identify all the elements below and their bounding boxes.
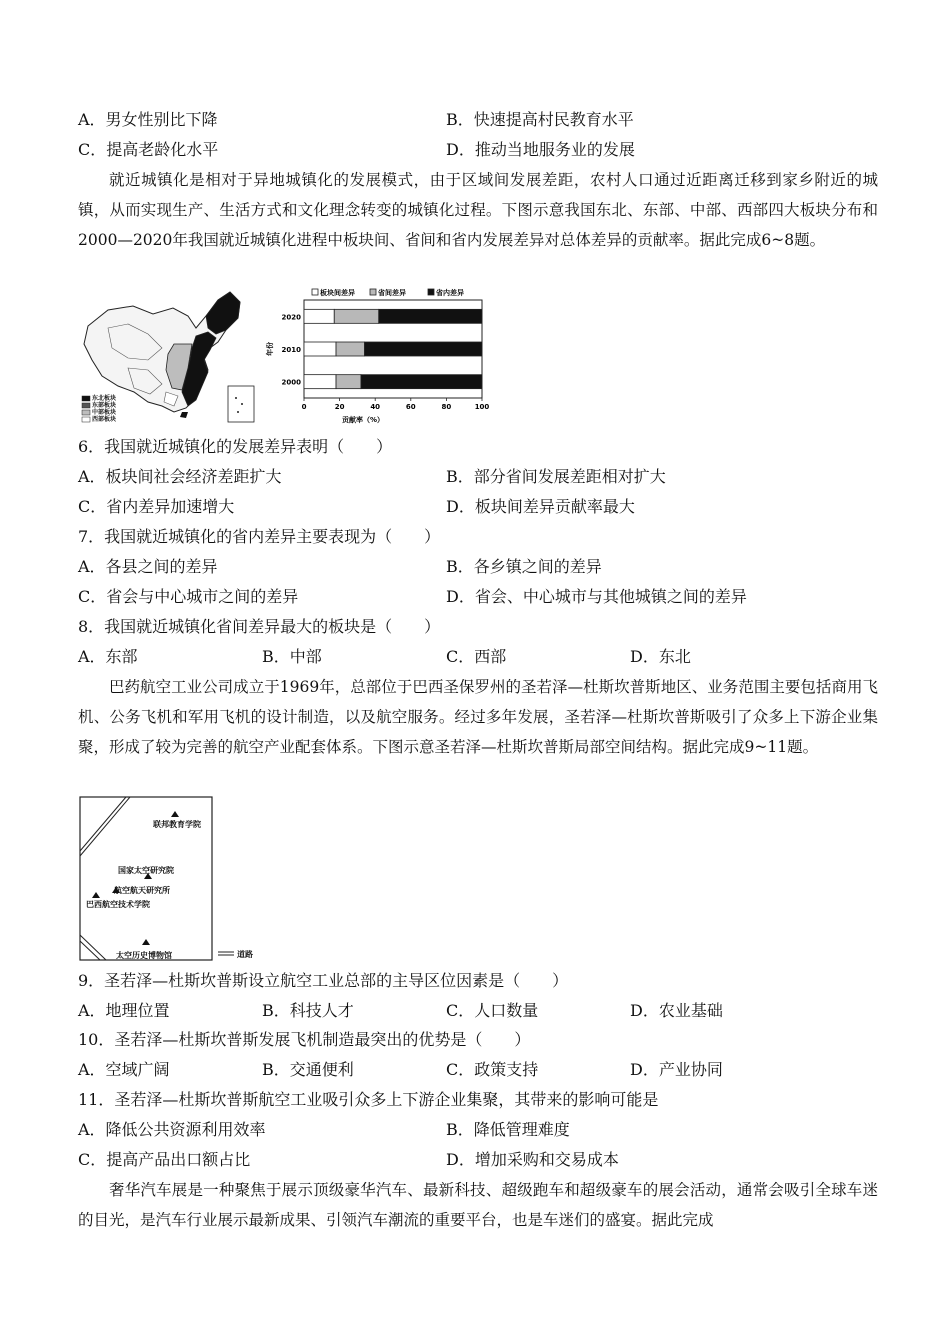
q7-option-b: B．各乡镇之间的差异 <box>446 557 602 576</box>
legend-swatch <box>428 289 434 295</box>
option-b: B．快速提高村民教育水平 <box>446 110 634 129</box>
q11-option-d: D．增加采购和交易成本 <box>446 1150 619 1169</box>
y-tick-label: 2000 <box>281 378 301 387</box>
q6-option-d: D．板块间差异贡献率最大 <box>446 497 635 516</box>
q10-option-d: D．产业协同 <box>630 1060 723 1079</box>
q10-option-c: C．政策支持 <box>446 1060 539 1079</box>
question-11: 11．圣若泽—杜斯坎普斯航空工业吸引众多上下游企业集聚，其带来的影响可能是 <box>78 1090 659 1109</box>
q9-option-b: B．科技人才 <box>262 1001 354 1020</box>
label-aerospace-institute: 航空航天研究所 <box>114 886 170 895</box>
map-legend-east: 东部板块 <box>92 402 117 409</box>
q10-option-b: B．交通便利 <box>262 1060 354 1079</box>
q11-option-c: C．提高产品出口额占比 <box>78 1150 251 1169</box>
q8-option-d: D．东北 <box>630 647 691 666</box>
bar-segment <box>365 342 482 356</box>
legend-label: 省间差异 <box>378 289 406 297</box>
y-tick-label: 2020 <box>281 313 301 322</box>
bar-segment <box>304 309 334 323</box>
x-tick-label: 80 <box>441 403 452 411</box>
q7-option-d: D．省会、中心城市与其他城镇之间的差异 <box>446 587 747 606</box>
label-brazil-aviation-tech-institute: 巴西航空技术学院 <box>86 900 150 909</box>
x-tick-label: 20 <box>334 403 345 411</box>
option-c: C．提高老龄化水平 <box>78 140 219 159</box>
q11-option-b: B．降低管理难度 <box>446 1120 570 1139</box>
legend-label: 板块间差异 <box>320 289 355 297</box>
question-6: 6．我国就近城镇化的发展差异表明（ ） <box>78 437 393 456</box>
legend-road: 道路 <box>237 950 253 959</box>
legend-label: 省内差异 <box>436 289 464 297</box>
passage-urbanization: 就近城镇化是相对于异地城镇化的发展模式，由于区域间发展差距，农村人口通过近距离迁移到家乡附近的城镇，从而实现生产、生活方式和文化理念转变的城镇化过程。下图示意我国东北、东部、中部、西部四大板块分布和2000—2020年我国就近城镇化进程中板块间、省间和省内发展差异对总体差异的贡献率。据此完成6~8题。 <box>78 171 878 249</box>
label-space-history-museum: 太空历史博物馆 <box>116 951 172 960</box>
bar-segment <box>336 342 364 356</box>
legend-swatch <box>370 289 376 295</box>
q9-option-d: D．农业基础 <box>630 1001 723 1020</box>
x-axis-label: 贡献率（%） <box>341 416 385 424</box>
contribution-chart-svg <box>262 286 502 431</box>
q6-option-a: A．板块间社会经济差距扩大 <box>78 467 282 486</box>
q6-option-b: B．部分省间发展差距相对扩大 <box>446 467 666 486</box>
y-tick-label: 2010 <box>281 346 301 354</box>
contribution-chart <box>262 286 502 431</box>
question-8: 8．我国就近城镇化省间差异最大的板块是（ ） <box>78 617 441 636</box>
bar-segment <box>379 309 482 323</box>
q7-option-a: A．各县之间的差异 <box>78 557 218 576</box>
bar-segment <box>304 375 336 389</box>
x-tick-label: 0 <box>301 403 307 411</box>
q10-option-a: A．空域广阔 <box>78 1060 170 1079</box>
spatial-structure-map <box>78 795 298 965</box>
map-legend-central: 中部板块 <box>92 409 117 416</box>
q8-option-a: A．东部 <box>78 647 138 666</box>
option-a: A．男女性别比下降 <box>78 110 218 129</box>
q6-option-c: C．省内差异加速增大 <box>78 497 235 516</box>
q9-option-a: A．地理位置 <box>78 1001 170 1020</box>
q11-option-a: A．降低公共资源利用效率 <box>78 1120 266 1139</box>
label-national-space-research: 国家太空研究院 <box>118 866 174 875</box>
question-9: 9．圣若泽—杜斯坎普斯设立航空工业总部的主导区位因素是（ ） <box>78 971 569 990</box>
q7-option-c: C．省会与中心城市之间的差异 <box>78 587 299 606</box>
q8-option-b: B．中部 <box>262 647 322 666</box>
q9-option-c: C．人口数量 <box>446 1001 539 1020</box>
question-7: 7．我国就近城镇化的省内差异主要表现为（ ） <box>78 527 441 546</box>
x-tick-label: 60 <box>405 403 416 411</box>
passage-aviation: 巴药航空工业公司成立于1969年，总部位于巴西圣保罗州的圣若泽—杜斯坎普斯地区、业务范围主要包括商用飞机、公务飞机和军用飞机的设计制造，以及航空服务。经过多年发展，圣若泽—杜斯坎普斯吸引了众多上下游企业集聚，形成了较为完善的航空产业配套体系。下图示意圣若泽—杜斯坎普斯局部空间结构。据此完成9~11题。 <box>78 678 878 756</box>
x-tick-label: 40 <box>370 403 381 411</box>
x-tick-label: 100 <box>474 403 490 411</box>
bar-segment <box>334 309 379 323</box>
legend-swatch <box>312 289 318 295</box>
bar-segment <box>361 375 482 389</box>
y-axis-label: 年份 <box>266 342 274 356</box>
question-10: 10．圣若泽—杜斯坎普斯发展飞机制造最突出的优势是（ ） <box>78 1030 531 1049</box>
label-federal-education-institute: 联邦教育学院 <box>153 820 201 829</box>
passage-luxury-car-show: 奢华汽车展是一种聚焦于展示顶级豪华汽车、最新科技、超级跑车和超级豪车的展会活动，通常会吸引全球车迷的目光，是汽车行业展示最新成果、引领汽车潮流的重要平台，也是车迷们的盛宴。据此完成 <box>78 1181 878 1229</box>
map-legend-northeast: 东北板块 <box>92 395 117 402</box>
china-region-map <box>78 288 258 428</box>
bar-segment <box>304 342 336 356</box>
option-d: D．推动当地服务业的发展 <box>446 140 635 159</box>
q8-option-c: C．西部 <box>446 647 507 666</box>
bar-segment <box>336 375 361 389</box>
map-legend-west: 西部板块 <box>92 416 117 423</box>
